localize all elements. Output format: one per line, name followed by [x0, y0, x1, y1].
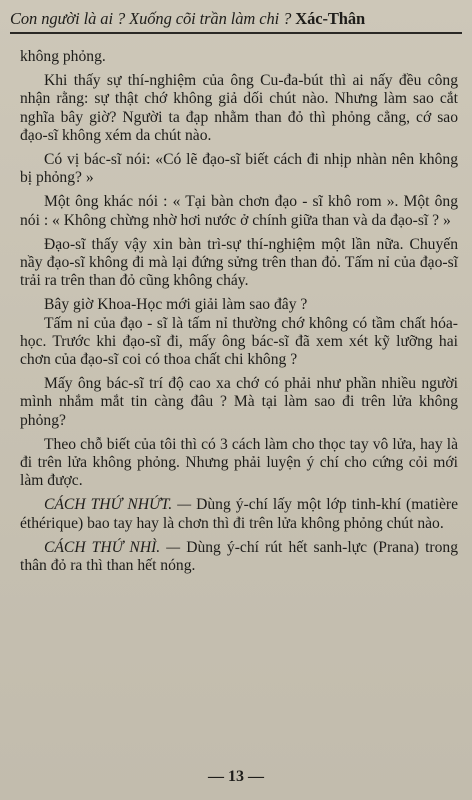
- header-author: Xác-Thân: [295, 9, 366, 28]
- page-number: — 13 —: [208, 768, 264, 785]
- paragraph-method-one: [20, 496, 458, 532]
- body-text: [20, 48, 458, 581]
- header-title: [10, 9, 365, 29]
- paragraph-method-two: [20, 539, 458, 575]
- paragraph: Mấy ông bác-sĩ trí độ cao xa chớ có phải như phần nhiều người mình nhắm mắt tin càng đâu ? Mà tại làm sao đi trên lửa không phỏng?: [20, 375, 458, 429]
- method-two-label: CÁCH THỨ NHÌ. —: [44, 538, 181, 556]
- method-one-text: Dùng ý-chí lấy một lớp tinh-khí (matière éthérique) bao tay hay là chơn thì đi trên lửa không phỏng chút nào.: [20, 496, 458, 532]
- paragraph: Đạo-sĩ thấy vậy xin bàn trì-sự thí-nghiệm một lần nữa. Chuyến nầy đạo-sĩ không đi mà lại đứng sửng trên than đỏ. Tấm nỉ của đạo-sĩ trải ra trên than đỏ cũng không cháy.: [20, 235, 458, 290]
- header-title-text: Con người là ai ? Xuống cõi trần làm chi ?: [10, 9, 292, 28]
- paragraph: Tấm nỉ của đạo - sĩ là tấm nỉ thường chớ không có tầm chất hóa-học. Trước khi đạo-sĩ đi, mấy ông bác-sĩ đã xem xét kỹ lưỡng hai chơn của đạo-sĩ coi có thoa chất chi không ?: [20, 314, 458, 369]
- method-one-label: CÁCH THỨ NHỨT. —: [44, 496, 192, 514]
- paragraph: Một ông khác nói : « Tại bàn chơn đạo - sĩ khô rom ». Một ông nói : « Không chừng nhờ hơi nước ở chính giữa than và da đạo-sĩ ? »: [20, 193, 458, 229]
- paragraph: Bây giờ Khoa-Học mới giải làm sao đây ?: [44, 296, 308, 314]
- method-two-text: Dùng ý-chí rút hết sanh-lực (Prana) trong thân đỏ ra thì than hết nóng.: [20, 538, 458, 575]
- paragraph: Có vị bác-sĩ nói: «Có lẽ đạo-sĩ biết cách đi nhịp nhàn nên không bị phỏng? »: [20, 151, 458, 187]
- paragraph: Khi thấy sự thí-nghiệm của ông Cu-đa-bút thì ai nấy đều công nhận rằng: sự thật chớ không giả dối chút nào. Nhưng làm sao cắt nghĩa bây giờ? Người ta đạp nhằm than đỏ thì phỏng cẳng, cớ sao đạo-sĩ không xém da chút nào.: [20, 72, 458, 144]
- running-header: [10, 4, 462, 34]
- paragraph: không phỏng.: [20, 48, 106, 65]
- paragraph: Theo chỗ biết của tôi thì có 3 cách làm cho thọc tay vô lửa, hay là đi trên lửa không phỏng. Nhưng phải luyện ý chí cho cứng cỏi mới làm được.: [20, 435, 458, 490]
